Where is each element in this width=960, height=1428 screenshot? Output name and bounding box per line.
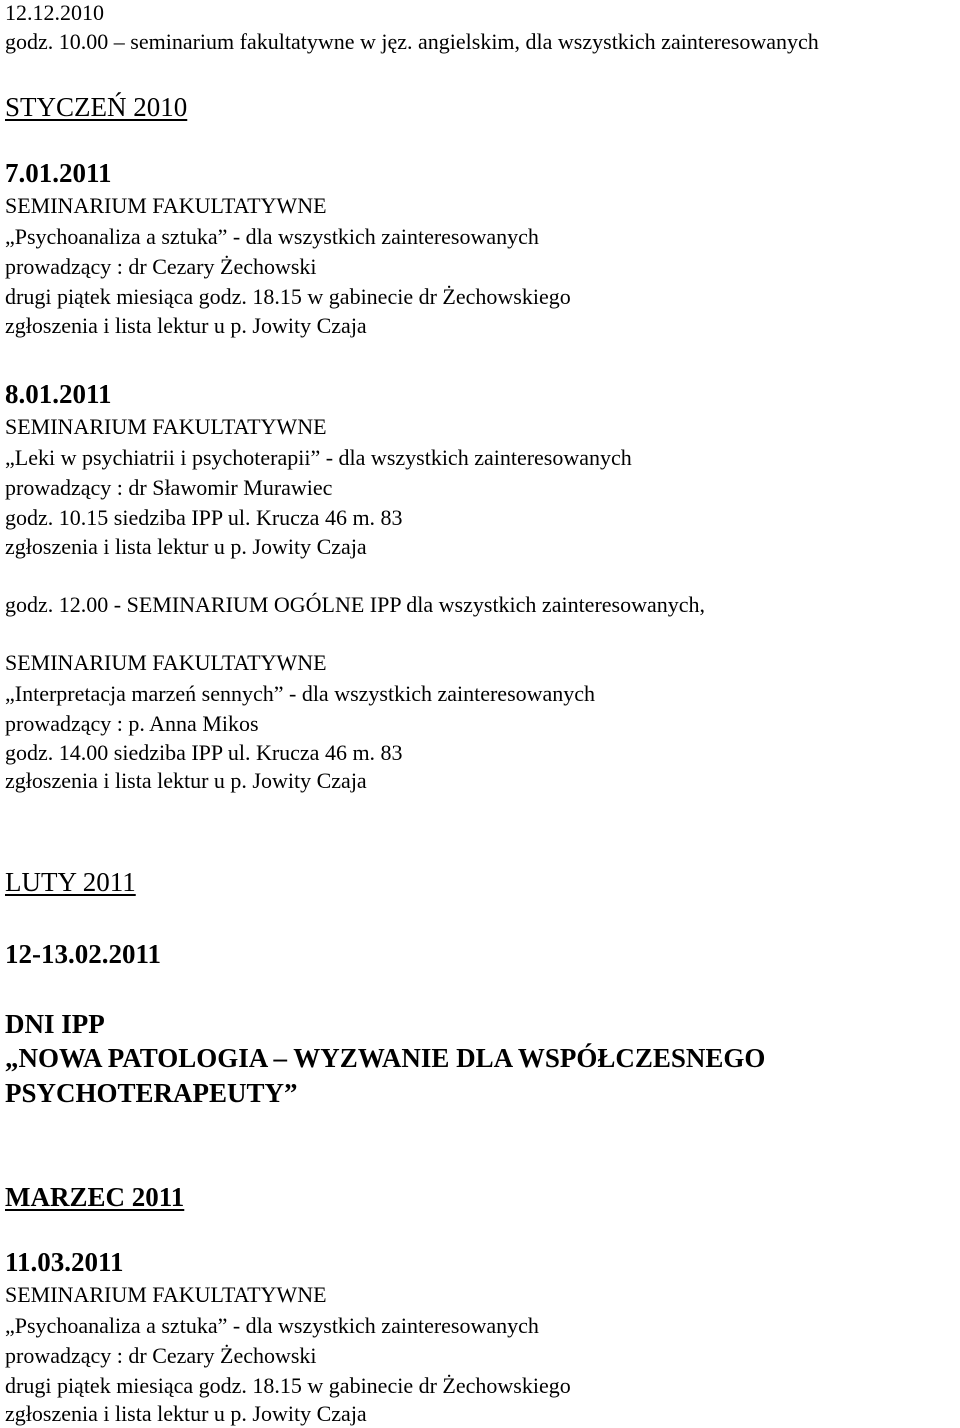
month-heading-january: STYCZEŃ 2010	[5, 92, 188, 122]
event-time: godz. 14.00 siedziba IPP ul. Krucza 46 m. 83	[5, 740, 403, 765]
event-title-line1: „NOWA PATOLOGIA – WYZWANIE DLA WSPÓŁCZESNEGO	[5, 1043, 766, 1073]
event-title: „Psychoanaliza a sztuka” - dla wszystkich zainteresowanych	[5, 1313, 539, 1338]
event-type: SEMINARIUM FAKULTATYWNE	[5, 1282, 327, 1307]
event-type: SEMINARIUM FAKULTATYWNE	[5, 193, 327, 218]
event-time: drugi piątek miesiąca godz. 18.15 w gabinecie dr Żechowskiego	[5, 1373, 571, 1398]
event-date: 11.03.2011	[5, 1247, 124, 1277]
general-seminar-line: godz. 12.00 - SEMINARIUM OGÓLNE IPP dla wszystkich zainteresowanych,	[5, 592, 706, 617]
top-seminar-line: godz. 10.00 – seminarium fakultatywne w jęz. angielskim, dla wszystkich zainteresowanych	[5, 29, 819, 54]
event-lead: prowadzący : p. Anna Mikos	[5, 711, 259, 736]
event-signup: zgłoszenia i lista lektur u p. Jowity Czaja	[5, 768, 367, 793]
event-signup: zgłoszenia i lista lektur u p. Jowity Czaja	[5, 1401, 367, 1426]
month-heading-february: LUTY 2011	[5, 867, 136, 897]
event-signup: zgłoszenia i lista lektur u p. Jowity Czaja	[5, 313, 367, 338]
event-lead: prowadzący : dr Sławomir Murawiec	[5, 475, 333, 500]
event-name: DNI IPP	[5, 1009, 105, 1039]
event-date: 12-13.02.2011	[5, 939, 162, 969]
event-time: godz. 10.15 siedziba IPP ul. Krucza 46 m. 83	[5, 505, 403, 530]
event-lead: prowadzący : dr Cezary Żechowski	[5, 1343, 317, 1368]
event-title: „Leki w psychiatrii i psychoterapii” - dla wszystkich zainteresowanych	[5, 445, 632, 470]
event-title: „Psychoanaliza a sztuka” - dla wszystkich zainteresowanych	[5, 224, 539, 249]
event-lead: prowadzący : dr Cezary Żechowski	[5, 254, 317, 279]
event-time: drugi piątek miesiąca godz. 18.15 w gabinecie dr Żechowskiego	[5, 284, 571, 309]
event-signup: zgłoszenia i lista lektur u p. Jowity Czaja	[5, 534, 367, 559]
event-title-line2: PSYCHOTERAPEUTY”	[5, 1078, 298, 1108]
event-type: SEMINARIUM FAKULTATYWNE	[5, 414, 327, 439]
top-date: 12.12.2010	[5, 0, 104, 25]
event-date: 8.01.2011	[5, 379, 112, 409]
event-date: 7.01.2011	[5, 158, 112, 188]
event-title: „Interpretacja marzeń sennych” - dla wszystkich zainteresowanych	[5, 681, 596, 706]
event-type: SEMINARIUM FAKULTATYWNE	[5, 650, 327, 675]
month-heading-march: MARZEC 2011	[5, 1182, 185, 1212]
